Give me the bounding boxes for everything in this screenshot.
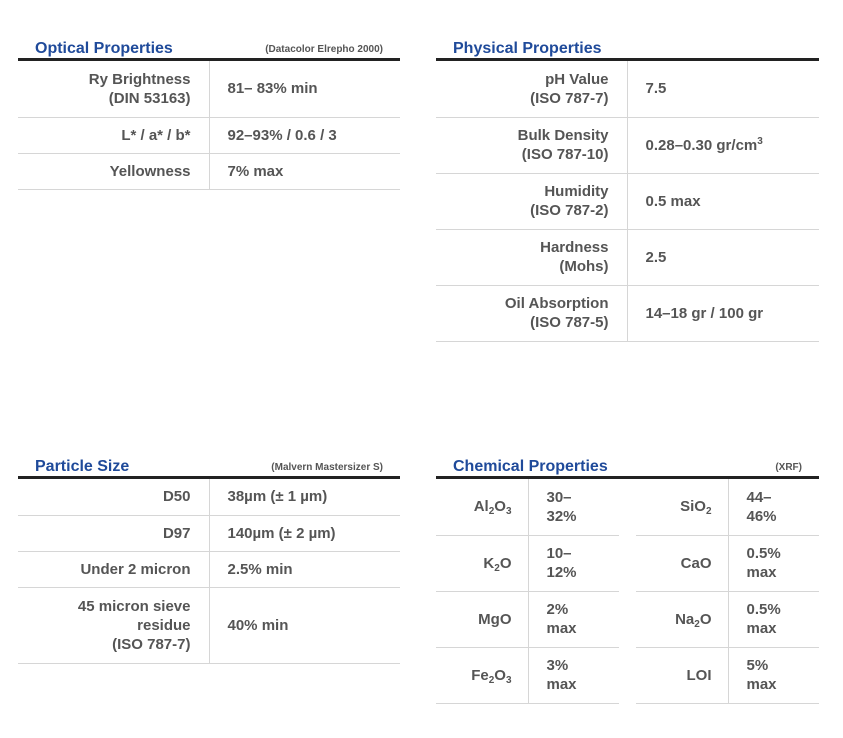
row-label: Yellowness	[18, 153, 209, 189]
element-label: $K_2O$	[436, 535, 528, 591]
row-label: 45 micron sieve residue (ISO 787-7)	[18, 587, 209, 663]
table-row	[436, 285, 819, 341]
element-value: 10– 12%	[528, 535, 619, 591]
chemical-table	[436, 479, 819, 704]
row-value: 2.5% min	[209, 551, 400, 587]
element-label: $Al_2O_3$	[436, 479, 528, 535]
element-label: CaO	[636, 535, 728, 591]
table-row	[18, 117, 400, 153]
row-value: 92–93% / 0.6 / 3	[209, 117, 400, 153]
column-gap	[619, 591, 636, 647]
chemical-title: Chemical Properties	[453, 458, 608, 475]
table-row	[436, 61, 819, 117]
element-label: MgO	[436, 591, 528, 647]
element-value: 44– 46%	[728, 479, 819, 535]
row-value: 7.5	[627, 61, 819, 117]
column-gap	[619, 479, 636, 535]
table-row	[436, 591, 819, 647]
row-label: Hardness (Mohs)	[436, 229, 627, 285]
row-value: 0.28–0.30 $gr/cm^3$	[627, 117, 819, 173]
row-value: 40% min	[209, 587, 400, 663]
table-row	[436, 479, 819, 535]
chemical-note: (XRF)	[775, 462, 802, 473]
particle-size-panel	[18, 450, 400, 664]
table-row	[18, 61, 400, 117]
particle-note: (Malvern Mastersizer S)	[271, 462, 383, 473]
row-label: Under 2 micron	[18, 551, 209, 587]
element-value: 30– 32%	[528, 479, 619, 535]
row-label: D50	[18, 479, 209, 515]
row-label: Ry Brightness (DIN 53163)	[18, 61, 209, 117]
table-row	[436, 173, 819, 229]
row-value: 140µm (± 2 µm)	[209, 515, 400, 551]
row-value: 0.5 max	[627, 173, 819, 229]
row-value: 7% max	[209, 153, 400, 189]
table-row	[18, 479, 400, 515]
column-gap	[619, 535, 636, 591]
element-label: LOI	[636, 647, 728, 703]
element-value: 0.5% max	[728, 535, 819, 591]
element-value: 2% max	[528, 591, 619, 647]
particle-table	[18, 479, 400, 664]
element-value: 5% max	[728, 647, 819, 703]
row-value: 38µm (± 1 µm)	[209, 479, 400, 515]
column-gap	[619, 647, 636, 703]
physical-properties-panel	[436, 32, 819, 342]
row-label: pH Value (ISO 787-7)	[436, 61, 627, 117]
element-label: SiO$_2$	[636, 479, 728, 535]
row-label: Oil Absorption (ISO 787-5)	[436, 285, 627, 341]
row-label: Humidity (ISO 787-2)	[436, 173, 627, 229]
row-label: D97	[18, 515, 209, 551]
element-label: $Fe_2O_3$	[436, 647, 528, 703]
optical-note: (Datacolor Elrepho 2000)	[265, 44, 383, 55]
optical-header	[18, 32, 400, 61]
table-row	[18, 515, 400, 551]
optical-properties-panel	[18, 32, 400, 190]
table-row	[436, 229, 819, 285]
superscript: 3	[757, 135, 763, 147]
row-value: 2.5	[627, 229, 819, 285]
row-label: L* / a* / b*	[18, 117, 209, 153]
optical-title: Optical Properties	[35, 40, 173, 57]
chemical-properties-panel	[436, 450, 819, 704]
element-label: $Na_2O$	[636, 591, 728, 647]
row-value: 81– 83% min	[209, 61, 400, 117]
element-value: 0.5% max	[728, 591, 819, 647]
physical-title: Physical Properties	[453, 40, 602, 57]
table-row	[436, 647, 819, 703]
optical-table	[18, 61, 400, 190]
element-value: 3% max	[528, 647, 619, 703]
row-value: 14–18 gr / 100 gr	[627, 285, 819, 341]
chemical-header	[436, 450, 819, 479]
table-row	[18, 551, 400, 587]
row-label: Bulk Density (ISO 787-10)	[436, 117, 627, 173]
table-row	[18, 153, 400, 189]
table-row	[436, 117, 819, 173]
table-row	[18, 587, 400, 663]
physical-table	[436, 61, 819, 342]
particle-header	[18, 450, 400, 479]
physical-header	[436, 32, 819, 61]
table-row	[436, 535, 819, 591]
particle-title: Particle Size	[35, 458, 130, 475]
